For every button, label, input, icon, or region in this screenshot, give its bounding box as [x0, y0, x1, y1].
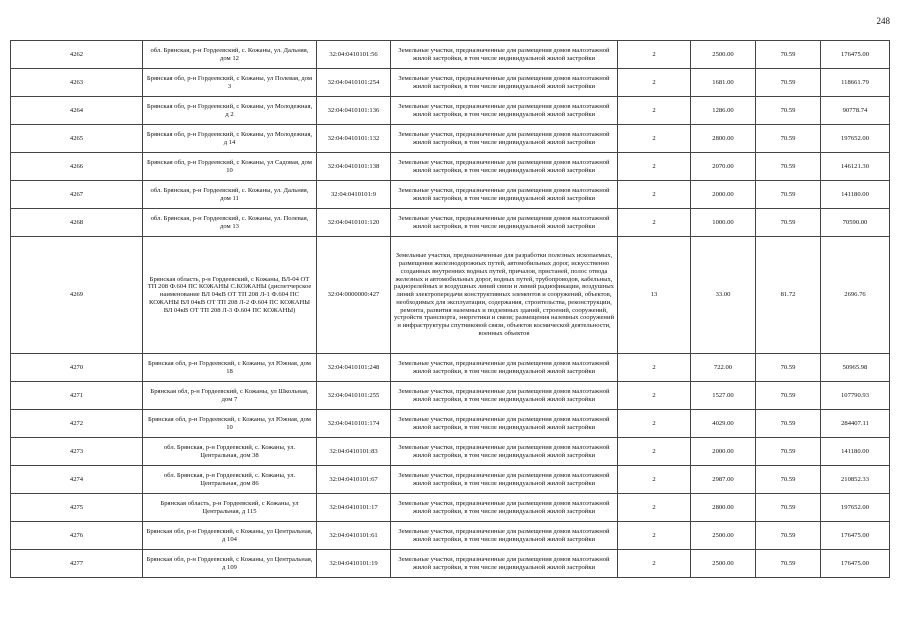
table-row	[11, 382, 890, 410]
land-use-cell: Земельные участки, предназначенные для размещения домов малоэтажной жилой застройки, в том числе индивидуальной жилой застройки	[391, 382, 618, 410]
row-number: 4277	[11, 550, 143, 578]
specific-value-cell: 70.59	[756, 97, 821, 125]
row-number: 4269	[11, 237, 143, 354]
table-row	[11, 153, 890, 181]
table-body	[11, 41, 890, 578]
specific-value-cell: 70.59	[756, 41, 821, 69]
specific-value-cell: 70.59	[756, 494, 821, 522]
area-cell: 1681.00	[691, 69, 756, 97]
area-cell: 2000.00	[691, 438, 756, 466]
row-number: 4267	[11, 181, 143, 209]
group-cell: 2	[618, 354, 691, 382]
table-row	[11, 354, 890, 382]
address-cell: Брянская обл, р-н Гордеевский, с Кожаны, ул Центральная, д 104	[143, 522, 317, 550]
cadastral-value-cell: 284407.11	[821, 410, 890, 438]
address-cell: Брянская обл, р-н Гордеевский, с Кожаны, ул Южная, дом 10	[143, 410, 317, 438]
table-row	[11, 237, 890, 354]
group-cell: 2	[618, 181, 691, 209]
specific-value-cell: 70.59	[756, 153, 821, 181]
cadastral-value-cell: 50965.98	[821, 354, 890, 382]
table-row	[11, 97, 890, 125]
specific-value-cell: 70.59	[756, 550, 821, 578]
land-use-cell: Земельные участки, предназначенные для размещения домов малоэтажной жилой застройки, в том числе индивидуальной жилой застройки	[391, 153, 618, 181]
area-cell: 1527.00	[691, 382, 756, 410]
land-use-cell: Земельные участки, предназначенные для размещения домов малоэтажной жилой застройки, в том числе индивидуальной жилой застройки	[391, 410, 618, 438]
specific-value-cell: 70.59	[756, 125, 821, 153]
group-cell: 2	[618, 410, 691, 438]
area-cell: 1000.00	[691, 209, 756, 237]
specific-value-cell: 70.59	[756, 410, 821, 438]
land-use-cell: Земельные участки, предназначенные для размещения домов малоэтажной жилой застройки, в том числе индивидуальной жилой застройки	[391, 97, 618, 125]
area-cell: 2800.00	[691, 494, 756, 522]
specific-value-cell: 70.59	[756, 522, 821, 550]
cadastral-number-cell: 32:04:0410101:19	[317, 550, 391, 578]
group-cell: 2	[618, 153, 691, 181]
group-cell: 2	[618, 522, 691, 550]
address-cell: обл. Брянская, р-н Гордеевский, с. Кожаны, ул. Дальняя, дом 12	[143, 41, 317, 69]
cadastral-number-cell: 32:04:0410101:61	[317, 522, 391, 550]
specific-value-cell: 70.59	[756, 181, 821, 209]
cadastral-number-cell: 32:04:0410101:136	[317, 97, 391, 125]
table-row	[11, 494, 890, 522]
area-cell: 2500.00	[691, 41, 756, 69]
cadastral-value-cell: 70590.00	[821, 209, 890, 237]
group-cell: 2	[618, 438, 691, 466]
cadastral-number-cell: 32:04:0410101:138	[317, 153, 391, 181]
specific-value-cell: 70.59	[756, 382, 821, 410]
specific-value-cell: 70.59	[756, 438, 821, 466]
cadastral-value-table	[10, 40, 890, 578]
page-number: 248	[876, 16, 890, 26]
group-cell: 2	[618, 550, 691, 578]
specific-value-cell: 70.59	[756, 354, 821, 382]
cadastral-value-cell: 141180.00	[821, 438, 890, 466]
cadastral-value-cell: 176475.00	[821, 550, 890, 578]
cadastral-value-cell: 118661.79	[821, 69, 890, 97]
cadastral-value-cell: 141180.00	[821, 181, 890, 209]
row-number: 4263	[11, 69, 143, 97]
table-row	[11, 466, 890, 494]
cadastral-number-cell: 32:04:0410101:174	[317, 410, 391, 438]
cadastral-value-cell: 90778.74	[821, 97, 890, 125]
land-use-cell: Земельные участки, предназначенные для размещения домов малоэтажной жилой застройки, в том числе индивидуальной жилой застройки	[391, 69, 618, 97]
specific-value-cell: 70.59	[756, 69, 821, 97]
area-cell: 2500.00	[691, 522, 756, 550]
area-cell: 4029.00	[691, 410, 756, 438]
land-use-cell: Земельные участки, предназначенные для разработки полезных ископаемых, размещения железнодорожных путей, автомобильных дорог, искусственно созданных внутренних водных путей, причалов, пристаней, полос отвода железных и автомобильных дорог, водных путей, трубопроводов, кабельных, радиорелейных и воздушных линий связи и линий радиофикации, воздушных линий электропередачи конструктивных элементов и сооружений, объектов, необходимых для эксплуатации, содержания, строительства, реконструкции, ремонта, развития наземных и подземных зданий, строений, сооружений, устройств транспорта, энергетики и связи; размещения наземных сооружений и инфраструктуры спутниковой связи, объектов космической деятельности, военных объектов	[391, 237, 618, 354]
cadastral-number-cell: 32:04:0410101:248	[317, 354, 391, 382]
cadastral-value-cell: 2696.76	[821, 237, 890, 354]
cadastral-number-cell: 32:04:0410101:132	[317, 125, 391, 153]
group-cell: 2	[618, 97, 691, 125]
land-use-cell: Земельные участки, предназначенные для размещения домов малоэтажной жилой застройки, в том числе индивидуальной жилой застройки	[391, 181, 618, 209]
row-number: 4272	[11, 410, 143, 438]
address-cell: Брянская обл, р-н Гордеевский, с Кожаны, ул Полевая, дом 3	[143, 69, 317, 97]
area-cell: 2987.00	[691, 466, 756, 494]
cadastral-number-cell: 32:04:0000000:427	[317, 237, 391, 354]
cadastral-number-cell: 32:04:0410101:9	[317, 181, 391, 209]
land-use-cell: Земельные участки, предназначенные для размещения домов малоэтажной жилой застройки, в том числе индивидуальной жилой застройки	[391, 125, 618, 153]
area-cell: 2000.00	[691, 181, 756, 209]
cadastral-number-cell: 32:04:0410101:255	[317, 382, 391, 410]
table-row	[11, 410, 890, 438]
land-use-cell: Земельные участки, предназначенные для размещения домов малоэтажной жилой застройки, в том числе индивидуальной жилой застройки	[391, 41, 618, 69]
row-number: 4268	[11, 209, 143, 237]
table-row	[11, 181, 890, 209]
cadastral-value-cell: 197652.00	[821, 125, 890, 153]
group-cell: 2	[618, 209, 691, 237]
specific-value-cell: 70.59	[756, 209, 821, 237]
group-cell: 2	[618, 69, 691, 97]
cadastral-number-cell: 32:04:0410101:56	[317, 41, 391, 69]
row-number: 4270	[11, 354, 143, 382]
area-cell: 33.00	[691, 237, 756, 354]
table-row	[11, 125, 890, 153]
land-use-cell: Земельные участки, предназначенные для размещения домов малоэтажной жилой застройки, в том числе индивидуальной жилой застройки	[391, 466, 618, 494]
group-cell: 2	[618, 382, 691, 410]
address-cell: Брянская область, р-н Гордеевский, с Кожаны, ВЛ-04 ОТ ТП 208 Ф.604 ПС КОЖАНЫ С.КОЖАНЫ (диспетчерское наименование ВЛ 04кВ ОТ ТП 208 Л-1 Ф.604 ПС КОЖАНЫ ВЛ 04кВ ОТ ТП 208 Л-2 Ф.604 ПС КОЖАНЫ ВЛ 04кВ ОТ ТП 208 Л-3 Ф.604 ПС КОЖАНЫ)	[143, 237, 317, 354]
land-use-cell: Земельные участки, предназначенные для размещения домов малоэтажной жилой застройки, в том числе индивидуальной жилой застройки	[391, 494, 618, 522]
cadastral-value-cell: 107790.93	[821, 382, 890, 410]
table-row	[11, 438, 890, 466]
group-cell: 2	[618, 41, 691, 69]
cadastral-number-cell: 32:04:0410101:67	[317, 466, 391, 494]
row-number: 4275	[11, 494, 143, 522]
area-cell: 722.00	[691, 354, 756, 382]
cadastral-value-cell: 176475.00	[821, 41, 890, 69]
cadastral-value-cell: 146121.30	[821, 153, 890, 181]
specific-value-cell: 70.59	[756, 466, 821, 494]
land-use-cell: Земельные участки, предназначенные для размещения домов малоэтажной жилой застройки, в том числе индивидуальной жилой застройки	[391, 522, 618, 550]
cadastral-value-cell: 197652.00	[821, 494, 890, 522]
group-cell: 2	[618, 494, 691, 522]
row-number: 4276	[11, 522, 143, 550]
area-cell: 2500.00	[691, 550, 756, 578]
address-cell: обл. Брянская, р-н Гордеевский, с. Кожаны, ул. Центральная, дом 38	[143, 438, 317, 466]
row-number: 4273	[11, 438, 143, 466]
address-cell: Брянская обл, р-н Гордеевский, с Кожаны, ул Южная, дом 18	[143, 354, 317, 382]
address-cell: обл. Брянская, р-н Гордеевский, с. Кожаны, ул. Дальняя, дом 11	[143, 181, 317, 209]
address-cell: Брянская обл, р-н Гордеевский, с Кожаны, ул Центральная, д 109	[143, 550, 317, 578]
address-cell: обл. Брянская, р-н Гордеевский, с. Кожаны, ул. Центральная, дом 86	[143, 466, 317, 494]
land-use-cell: Земельные участки, предназначенные для размещения домов малоэтажной жилой застройки, в том числе индивидуальной жилой застройки	[391, 209, 618, 237]
row-number: 4271	[11, 382, 143, 410]
group-cell: 13	[618, 237, 691, 354]
address-cell: Брянская обл, р-н Гордеевский, с Кожаны, ул Садовая, дом 10	[143, 153, 317, 181]
table-row	[11, 522, 890, 550]
table-row	[11, 550, 890, 578]
cadastral-value-cell: 176475.00	[821, 522, 890, 550]
row-number: 4274	[11, 466, 143, 494]
address-cell: обл. Брянская, р-н Гордеевский, с. Кожаны, ул. Полевая, дом 13	[143, 209, 317, 237]
row-number: 4262	[11, 41, 143, 69]
cadastral-value-cell: 210852.33	[821, 466, 890, 494]
table-row	[11, 209, 890, 237]
address-cell: Брянская область, р-н Гордеевский, с Кожаны, ул Центральная, д 115	[143, 494, 317, 522]
land-use-cell: Земельные участки, предназначенные для размещения домов малоэтажной жилой застройки, в том числе индивидуальной жилой застройки	[391, 438, 618, 466]
address-cell: Брянская обл, р-н Гордеевский, с Кожаны, ул Молодежная, д 14	[143, 125, 317, 153]
cadastral-number-cell: 32:04:0410101:17	[317, 494, 391, 522]
row-number: 4264	[11, 97, 143, 125]
land-use-cell: Земельные участки, предназначенные для размещения домов малоэтажной жилой застройки, в том числе индивидуальной жилой застройки	[391, 550, 618, 578]
table-row	[11, 41, 890, 69]
area-cell: 1286.00	[691, 97, 756, 125]
cadastral-number-cell: 32:04:0410101:120	[317, 209, 391, 237]
row-number: 4266	[11, 153, 143, 181]
address-cell: Брянская обл, р-н Гордеевский, с Кожаны, ул Школьная, дом 7	[143, 382, 317, 410]
group-cell: 2	[618, 466, 691, 494]
land-use-cell: Земельные участки, предназначенные для размещения домов малоэтажной жилой застройки, в том числе индивидуальной жилой застройки	[391, 354, 618, 382]
specific-value-cell: 81.72	[756, 237, 821, 354]
address-cell: Брянская обл, р-н Гордеевский, с Кожаны, ул Молодежная, д 2	[143, 97, 317, 125]
cadastral-number-cell: 32:04:0410101:254	[317, 69, 391, 97]
row-number: 4265	[11, 125, 143, 153]
cadastral-number-cell: 32:04:0410101:83	[317, 438, 391, 466]
area-cell: 2070.00	[691, 153, 756, 181]
table-row	[11, 69, 890, 97]
area-cell: 2800.00	[691, 125, 756, 153]
group-cell: 2	[618, 125, 691, 153]
